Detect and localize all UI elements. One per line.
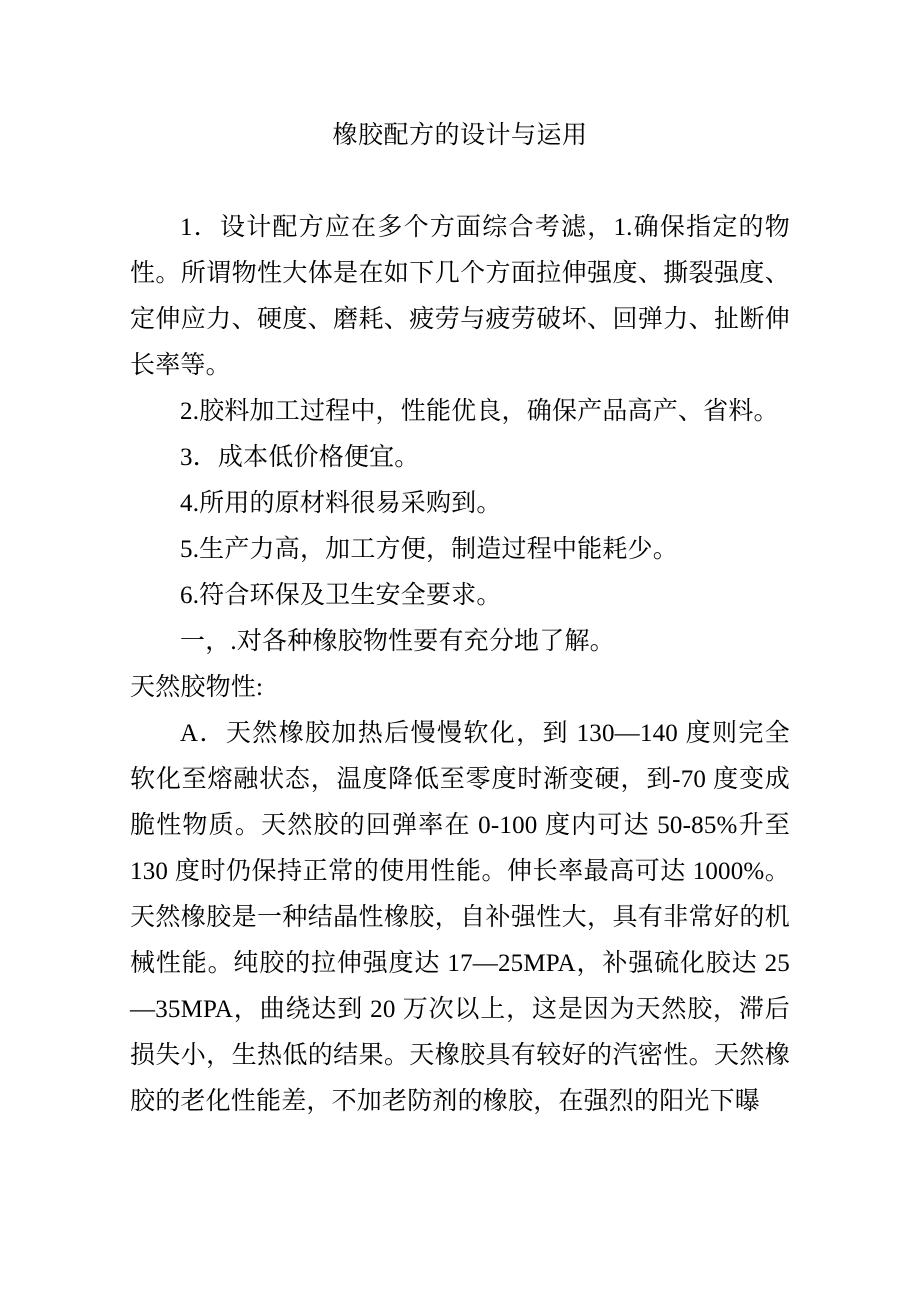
paragraph-9: A．天然橡胶加热后慢慢软化，到 130—140 度则完全软化至熔融状态，温度降低至零度时渐变硬，到-70 度变成脆性物质。天然胶的回弹率在 0-100 度内可达 50-85%升至 130 度时仍保持正常的使用性能。伸长率最高可达 1000%。天然橡胶是一种结晶性橡胶，自补强性大，具有非常好的机械性能。纯胶的拉伸强度达 17—25MPA，补强硫化胶达 25—35MPA，曲绕达到 20 万次以上，这是因为天然胶，滞后损失小，生热低的结果。天橡胶具有较好的汽密性。天然橡胶的老化性能差，不加老防剂的橡胶，在强烈的阳光下曝	[130, 720, 790, 1115]
paragraph-6: 6.符合环保及卫生安全要求。	[180, 582, 502, 609]
paragraph-3: 3．成本低价格便宜。	[180, 444, 420, 471]
paragraph-2: 2.胶料加工过程中，性能优良，确保产品高产、省料。	[180, 398, 779, 425]
paragraph-7: 一，.对各种橡胶物性要有充分地了解。	[180, 628, 615, 655]
page-title: 橡胶配方的设计与运用	[332, 122, 588, 149]
paragraph-1: 1．设计配方应在多个方面综合考滤，1.确保指定的物性。所谓物性大体是在如下几个方面拉伸强度、撕裂强度、定伸应力、硬度、磨耗、疲劳与疲劳破坏、回弹力、扯断伸长率等。	[130, 214, 790, 379]
document-body	[130, 205, 790, 1125]
paragraph-4: 4.所用的原材料很易采购到。	[180, 490, 502, 517]
paragraph-8: 天然胶物性:	[130, 674, 264, 701]
paragraph-5: 5.生产力高，加工方便，制造过程中能耗少。	[180, 536, 678, 563]
